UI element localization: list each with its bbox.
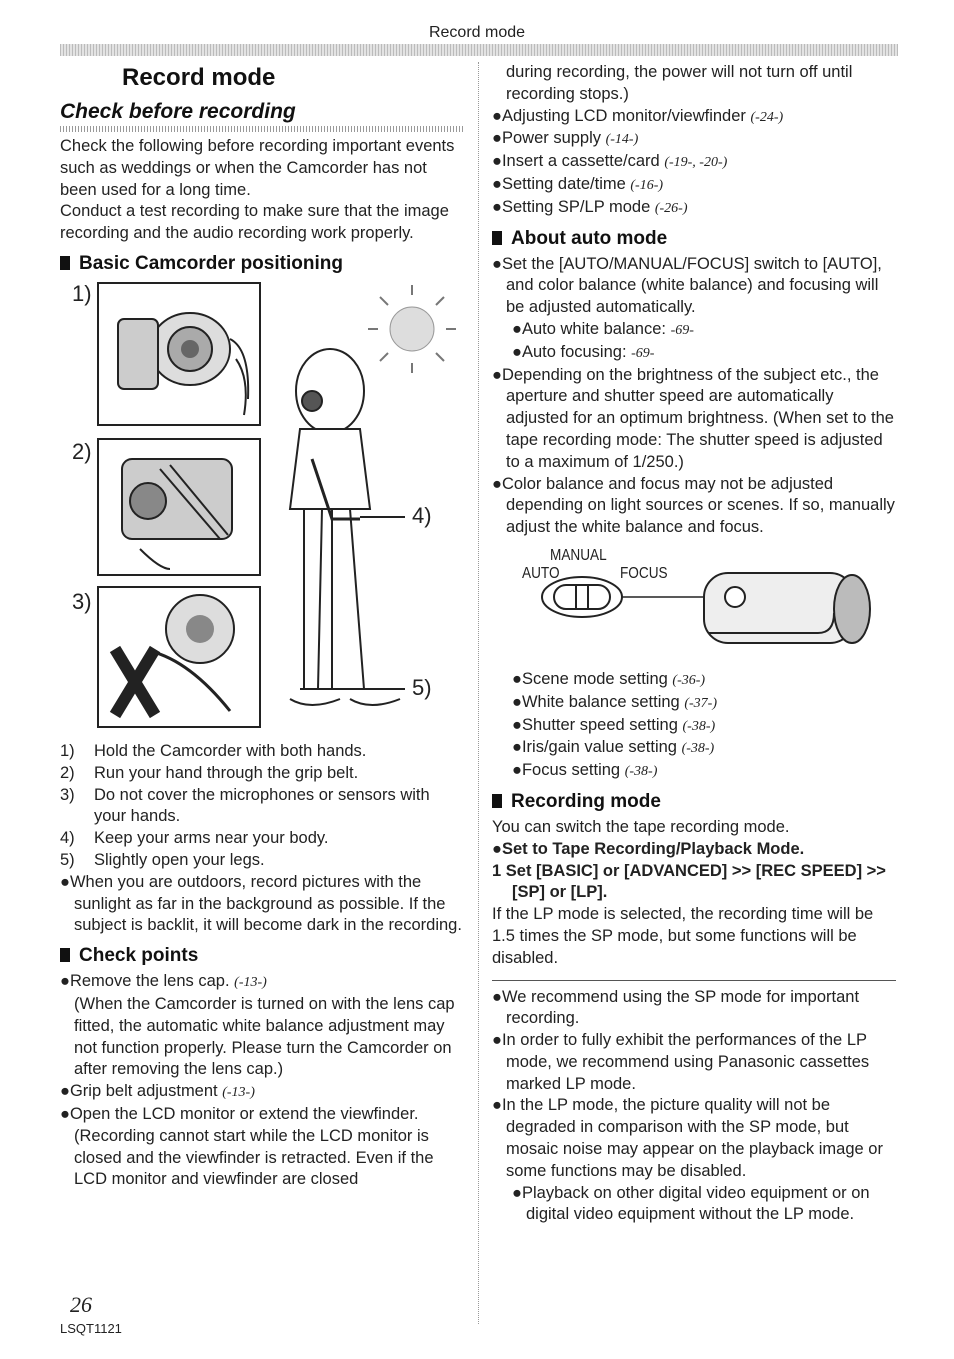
- list-item: ●Shutter speed setting (-38-): [512, 715, 716, 734]
- lens-cap-note: (When the Camcorder is turned on with the lens cap fitted, the automatic white balance adjustment may not function properly. Please turn the Camcorder on after removing the lens cap.): [74, 994, 455, 1079]
- left-column: [60, 62, 462, 1191]
- figure-label-5: 5): [412, 674, 432, 700]
- figure-label-1: 1): [72, 280, 92, 306]
- list-item: ●Playback on other digital video equipment or on digital video equipment without the LP mode.: [512, 1183, 870, 1224]
- recording-intro: You can switch the tape recording mode.: [492, 817, 790, 836]
- list-item: ●Remove the lens cap. (-13-): [60, 972, 267, 991]
- list-item: ●Power supply (-14-): [492, 129, 639, 148]
- auto-mode-heading: About auto mode: [492, 226, 896, 252]
- outdoor-note: ●When you are outdoors, record pictures with the sunlight as far in the background as possible. If the subject is backlit, it will become dark in the recording.: [60, 872, 462, 935]
- list-item: ●Auto white balance: -69-: [512, 319, 694, 338]
- list-item: ●Insert a cassette/card (-19-, -20-): [492, 152, 728, 171]
- step-1: 1 Set [BASIC] or [ADVANCED] >> [REC SPEED] >> [SP] or [LP].: [492, 861, 886, 902]
- page-reference: (-13-): [234, 975, 267, 991]
- list-item: ●Auto focusing: -69-: [512, 342, 655, 361]
- list-item: ●Color balance and focus may not be adjusted depending on light sources or scenes. If so, manually adjust the white balance and focus.: [492, 474, 895, 537]
- list-item: 5) Slightly open your legs.: [60, 850, 265, 869]
- intro-paragraph: Check the following before recording important events such as weddings or when the Camcorder has not been used for a long time.: [60, 137, 455, 199]
- positioning-heading: Basic Camcorder positioning: [60, 251, 462, 277]
- positioning-figure: [60, 279, 462, 741]
- list-item: 4) Keep your arms near your body.: [60, 829, 329, 848]
- list-item: ●Focus setting (-38-): [512, 761, 658, 780]
- notes-divider: [492, 980, 896, 981]
- running-header: Record mode: [428, 24, 526, 41]
- list-item: 2) Run your hand through the grip belt.: [60, 763, 359, 782]
- lp-note: If the LP mode is selected, the recording time will be 1.5 times the SP mode, but some functions will be disabled.: [492, 905, 874, 967]
- page-title: Record mode: [122, 64, 276, 91]
- switch-label-manual: MANUAL: [550, 546, 607, 564]
- figure-label-3: 3): [72, 588, 92, 614]
- list-item: 1) Hold the Camcorder with both hands.: [60, 741, 367, 760]
- list-item: ●Setting date/time (-16-): [492, 174, 664, 193]
- list-item: ●Scene mode setting (-36-): [512, 669, 706, 688]
- check-points-heading: Check points: [60, 943, 462, 969]
- list-item: ●In the LP mode, the picture quality will not be degraded in comparison with the SP mode, but mosaic noise may appear on the playback image or some functions may be disabled.: [492, 1096, 883, 1180]
- focus-switch-figure: [492, 539, 896, 669]
- subtitle-underline: [60, 126, 465, 132]
- right-column: [492, 62, 896, 1226]
- list-item: ●Grip belt adjustment (-13-): [60, 1082, 255, 1101]
- list-item: ●Open the LCD monitor or extend the viewfinder. (Recording cannot start while the LCD monitor is closed and the viewfinder is retracted. Even if the LCD monitor and viewfinder are closed: [60, 1104, 434, 1189]
- figure-label-4: 4): [412, 502, 432, 528]
- column-divider: [478, 62, 479, 1324]
- list-item: ●Adjusting LCD monitor/viewfinder (-24-): [492, 106, 784, 125]
- header-band: [60, 44, 898, 56]
- list-item: ●Iris/gain value setting (-38-): [512, 738, 715, 757]
- intro-paragraph: Conduct a test recording to make sure that the image recording and the audio recording work properly.: [60, 202, 449, 243]
- list-item: ●In order to fully exhibit the performances of the LP mode, we recommend using Panasonic cassettes marked LP mode.: [492, 1031, 870, 1093]
- switch-label-focus: FOCUS: [620, 564, 668, 582]
- section-subtitle: Check before recording: [60, 100, 296, 123]
- continued-text: during recording, the power will not turn off until recording stops.): [506, 63, 853, 103]
- camcorder-positioning-illustration: [60, 279, 462, 741]
- list-item: ●White balance setting (-37-): [512, 692, 717, 711]
- list-item: ●Depending on the brightness of the subject etc., the aperture and shutter speed are automatically adjusted for an optimum brightness. (When set to the tape recording mode: The shutter speed is adjusted to a maximum of 1/250.): [492, 365, 894, 471]
- set-mode-instruction: ●Set to Tape Recording/Playback Mode.: [492, 839, 805, 858]
- positioning-steps: [60, 741, 462, 872]
- page-number: 26: [70, 1292, 92, 1317]
- list-item: ●Setting SP/LP mode (-26-): [492, 197, 688, 216]
- figure-label-2: 2): [72, 438, 92, 464]
- list-item: ●We recommend using the SP mode for important recording.: [492, 987, 860, 1028]
- document-code: LSQT1121: [60, 1321, 122, 1336]
- page-reference: (-13-): [222, 1085, 255, 1101]
- switch-label-auto: AUTO: [522, 564, 560, 582]
- recording-mode-heading: Recording mode: [492, 789, 896, 815]
- list-item: 3) Do not cover the microphones or sensors with your hands.: [60, 785, 430, 826]
- list-item: ●Set the [AUTO/MANUAL/FOCUS] switch to [AUTO], and color balance (white balance) and focusing will be adjusted automatically.: [492, 254, 882, 317]
